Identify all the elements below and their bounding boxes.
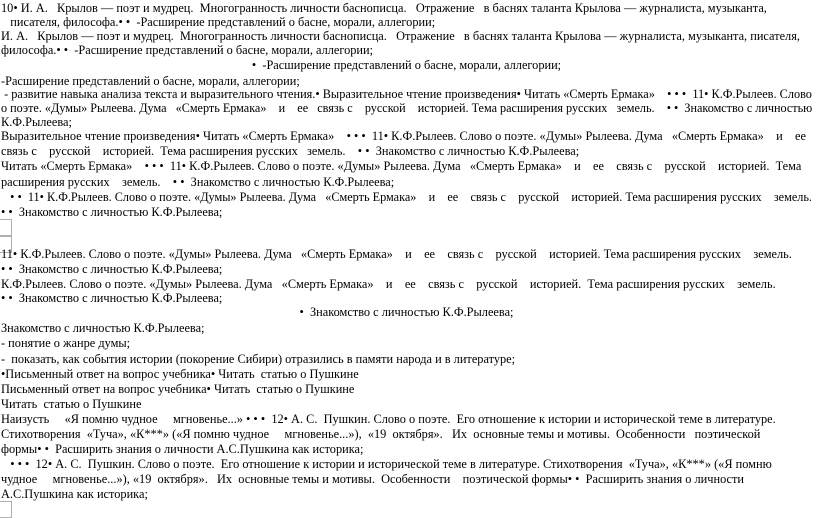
text-line: • • Знакомство с личностью К.Ф.Рылеева; <box>0 205 223 219</box>
text-line: связь с русской историей. Тема расширения русских земель. • • Знакомство с личностью К.Ф.Рылеева; <box>0 144 580 158</box>
empty-table-cell <box>0 501 12 518</box>
text-line: Читать статью о Пушкине <box>0 397 142 411</box>
text-line: формы• • Расширить знания о личности А.С.Пушкина как историка; <box>0 442 364 456</box>
text-line: Наизусть «Я помню чудное мгновенье...» • • • 12• А. С. Пушкин. Слово о поэте. Его отношение к истории и исторической теме в литературе. <box>0 412 776 426</box>
text-line: Письменный ответ на вопрос учебника• Читать статью о Пушкине <box>0 382 355 396</box>
text-line: философа.• • -Расширение представлений о басне, морали, аллегории; <box>0 43 374 57</box>
text-line: • -Расширение представлений о басне, морали, аллегории; <box>251 58 562 72</box>
text-line: •Письменный ответ на вопрос учебника• Читать статью о Пушкине <box>0 367 359 381</box>
text-line: - понятие о жанре думы; <box>0 336 131 350</box>
text-line: расширения русских земель. • • Знакомство с личностью К.Ф.Рылеева; <box>0 175 395 189</box>
text-line: К.Ф.Рылеев. Слово о поэте. «Думы» Рылеева. Дума «Смерть Ермака» и ее связь с русской историей. Тема расширения русских земель. <box>0 277 776 291</box>
text-line: • • • 12• А. С. Пушкин. Слово о поэте. Его отношение к истории и исторической теме в литературе. Стихотворения «Туча», «К***» («Я помню <box>0 457 772 471</box>
text-line: • Знакомство с личностью К.Ф.Рылеева; <box>299 305 514 319</box>
text-line: 10• И. А. Крылов — поэт и мудрец. Многогранность личности баснописца. Отражение в баснях таланта Крылова — журналиста, музыканта, <box>0 1 767 15</box>
text-line: • • Знакомство с личностью К.Ф.Рылеева; <box>0 262 223 276</box>
text-line: - развитие навыка анализа текста и выразительного чтения.• Выразительное чтение произведения• Читать «Смерть Ермака» • • • 11• К.Ф.Рылеев. Слово <box>0 87 812 101</box>
text-line: Стихотворения «Туча», «К***» («Я помню чудное мгновенье...»), «19 октября». Их основные темы и мотивы. Особенности поэтической <box>0 427 761 441</box>
text-line: • • 11• К.Ф.Рылеев. Слово о поэте. «Думы» Рылеева. Дума «Смерть Ермака» и ее связь с русской историей. Тема расширения русских земель. <box>0 190 812 204</box>
text-line: • • Знакомство с личностью К.Ф.Рылеева; <box>0 291 223 305</box>
text-line: И. А. Крылов — поэт и мудрец. Многогранность личности баснописца. Отражение в баснях таланта Крылова — журналиста, музыканта, писателя, <box>0 29 800 43</box>
text-line: А.С.Пушкина как историка; <box>0 487 148 501</box>
text-line: Выразительное чтение произведения• Читать «Смерть Ермака» • • • 11• К.Ф.Рылеев. Слово о поэте. «Думы» Рылеева. Дума «Смерть Ермака» и ее <box>0 129 806 143</box>
text-line: - показать, как события истории (покорение Сибири) отразились в памяти народа и в литературе; <box>0 352 516 366</box>
text-line: Знакомство с личностью К.Ф.Рылеева; <box>0 321 205 335</box>
text-line: 11• К.Ф.Рылеев. Слово о поэте. «Думы» Рылеева. Дума «Смерть Ермака» и ее связь с русской историей. Тема расширения русских земель. <box>0 247 792 261</box>
empty-table-cell <box>0 219 12 236</box>
text-line: -Расширение представлений о басне, морали, аллегории; <box>0 74 300 88</box>
text-line: писателя, философа.• • -Расширение представлений о басне, морали, аллегории; <box>0 15 436 29</box>
text-line: чудное мгновенье...»), «19 октября». Их основные темы и мотивы. Особенности поэтической формы• • Расширить знания о личности <box>0 472 745 486</box>
text-line: о поэте. «Думы» Рылеева. Дума «Смерть Ермака» и ее связь с русской историей. Тема расширения русских земель. • • Знакомство с личностью <box>0 101 813 115</box>
text-line: Читать «Смерть Ермака» • • • 11• К.Ф.Рылеев. Слово о поэте. «Думы» Рылеева. Дума «Смерть Ермака» и ее связь с русской историей. Тема <box>0 159 802 173</box>
text-line: К.Ф.Рылеева; <box>0 115 72 129</box>
